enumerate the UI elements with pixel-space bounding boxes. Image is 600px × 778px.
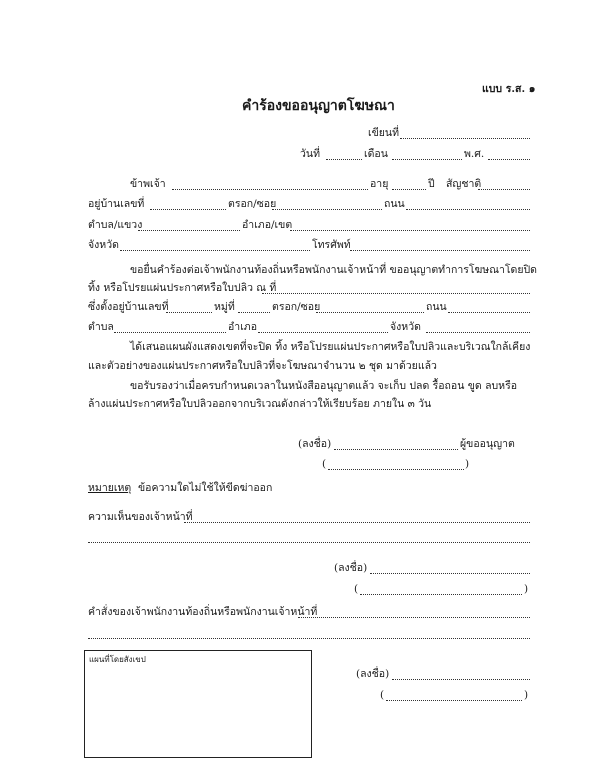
location-province-field[interactable] <box>426 332 530 333</box>
note-label: หมายเหตุ <box>88 482 132 494</box>
alley-label: ตรอก/ซอย <box>228 198 277 210</box>
phone-label: โทรศัพท์ <box>312 239 351 251</box>
certify-line-1: ขอรับรองว่าเมื่อครบกำหนดเวลาในหนังสืออนุญาตแล้ว จะเก็บ ปลด รื้อถอน ขูด ลบหรือ <box>130 380 518 392</box>
page-title: คำร้องขออนุญาตโฆษณา <box>242 98 395 114</box>
location-subdistrict-label: ตำบล <box>88 321 114 333</box>
order-field-1[interactable] <box>298 617 530 618</box>
road-field[interactable] <box>406 209 530 210</box>
officer-signature-field[interactable] <box>370 573 530 574</box>
location-district-field[interactable] <box>258 332 388 333</box>
subdistrict-label: ตำบล/แขวง <box>88 219 143 231</box>
officer-sign-label: (ลงชื่อ) <box>334 562 368 574</box>
location-province-label: จังหวัด <box>390 321 421 333</box>
year-label: พ.ศ. <box>464 148 485 160</box>
house-no-field[interactable] <box>150 209 226 210</box>
request-line-1: ขอยื่นคำร้องต่อเจ้าพนักงานท้องถิ่นหรือพนักงานเจ้าหน้าที่ ขออนุญาตทำการโฆษณาโดยปิด <box>130 264 537 276</box>
officer-opinion-field-2[interactable] <box>88 542 530 543</box>
nationality-field[interactable] <box>478 189 530 190</box>
map-box[interactable] <box>84 650 312 758</box>
location-district-label: อำเภอ <box>228 321 258 333</box>
age-field[interactable] <box>392 189 426 190</box>
date-field[interactable] <box>326 159 362 160</box>
year-field[interactable] <box>488 159 530 160</box>
phone-field[interactable] <box>350 250 530 251</box>
applicant-name-label: ข้าพเจ้า <box>130 178 166 190</box>
order-printed-name-field[interactable] <box>386 700 522 701</box>
officer-opinion-field-1[interactable] <box>184 522 530 523</box>
plan-line-1: ได้เสนอแผนผังแสดงเขตที่จะปิด ทิ้ง หรือโปรยแผ่นประกาศหรือใบปลิวและบริเวณใกล้เคียง <box>130 341 531 353</box>
province-label: จังหวัด <box>88 239 119 251</box>
order-open-paren: ( <box>380 689 385 701</box>
alley-field[interactable] <box>272 209 382 210</box>
location-house-field[interactable] <box>166 312 212 313</box>
order-signature-field[interactable] <box>392 679 530 680</box>
district-label: อำเภอ/เขต <box>242 219 293 231</box>
applicant-printed-name-field[interactable] <box>328 469 464 470</box>
province-field[interactable] <box>120 250 310 251</box>
order-close-paren: ) <box>524 689 529 701</box>
order-sign-label: (ลงชื่อ) <box>356 668 390 680</box>
location-road-field[interactable] <box>448 312 530 313</box>
location-subdistrict-field[interactable] <box>114 332 226 333</box>
officer-opinion-label: ความเห็นของเจ้าหน้าที่ <box>88 511 193 523</box>
location-field[interactable] <box>262 293 530 294</box>
age-label: อายุ <box>370 178 389 190</box>
location-house-label: ซึ่งตั้งอยู่บ้านเลขที่ <box>88 301 169 313</box>
order-label: คำสั่งของเจ้าพนักงานท้องถิ่นหรือพนักงานเจ้าหน้าที่ <box>88 606 318 618</box>
road-label: ถนน <box>384 198 405 210</box>
written-at-field[interactable] <box>400 138 530 139</box>
note-text: ข้อความใดไม่ใช้ให้ขีดฆ่าออก <box>138 482 273 494</box>
officer-open-paren: ( <box>354 583 359 595</box>
order-field-2[interactable] <box>88 638 530 639</box>
month-field[interactable] <box>392 159 462 160</box>
district-field[interactable] <box>290 230 530 231</box>
location-moo-field[interactable] <box>238 312 270 313</box>
form-code: แบบ ร.ส. ๑ <box>482 83 536 95</box>
house-no-label: อยู่บ้านเลขที่ <box>88 198 145 210</box>
years-label: ปี <box>428 178 435 190</box>
applicant-signature-field[interactable] <box>334 449 458 450</box>
certify-line-2: ล้างแผ่นประกาศหรือใบปลิวออกจากบริเวณดังกล่าวให้เรียบร้อย ภายใน ๓ วัน <box>88 398 432 410</box>
date-label: วันที่ <box>300 148 320 160</box>
location-alley-label: ตรอก/ซอย <box>272 301 321 313</box>
applicant-close-paren: ) <box>465 458 470 470</box>
location-road-label: ถนน <box>426 301 447 313</box>
applicant-open-paren: ( <box>322 458 327 470</box>
nationality-label: สัญชาติ <box>446 178 482 190</box>
location-moo-label: หมู่ที่ <box>214 301 235 313</box>
applicant-name-field[interactable] <box>172 189 368 190</box>
request-line-2: ทิ้ง หรือโปรยแผ่นประกาศหรือใบปลิว ณ ที่ <box>88 282 277 294</box>
applicant-sign-label: (ลงชื่อ) <box>298 438 332 450</box>
written-at-label: เขียนที่ <box>368 127 400 139</box>
officer-printed-name-field[interactable] <box>360 594 522 595</box>
applicant-role-label: ผู้ขออนุญาต <box>460 438 515 450</box>
officer-close-paren: ) <box>524 583 529 595</box>
map-box-label: แผนที่โดยสังเขป <box>89 655 146 664</box>
subdistrict-field[interactable] <box>138 230 240 231</box>
plan-line-2: และตัวอย่างของแผ่นประกาศหรือใบปลิวที่จะโฆษณาจำนวน ๒ ชุด มาด้วยแล้ว <box>88 360 437 372</box>
month-label: เดือน <box>364 148 388 160</box>
location-alley-field[interactable] <box>316 312 424 313</box>
